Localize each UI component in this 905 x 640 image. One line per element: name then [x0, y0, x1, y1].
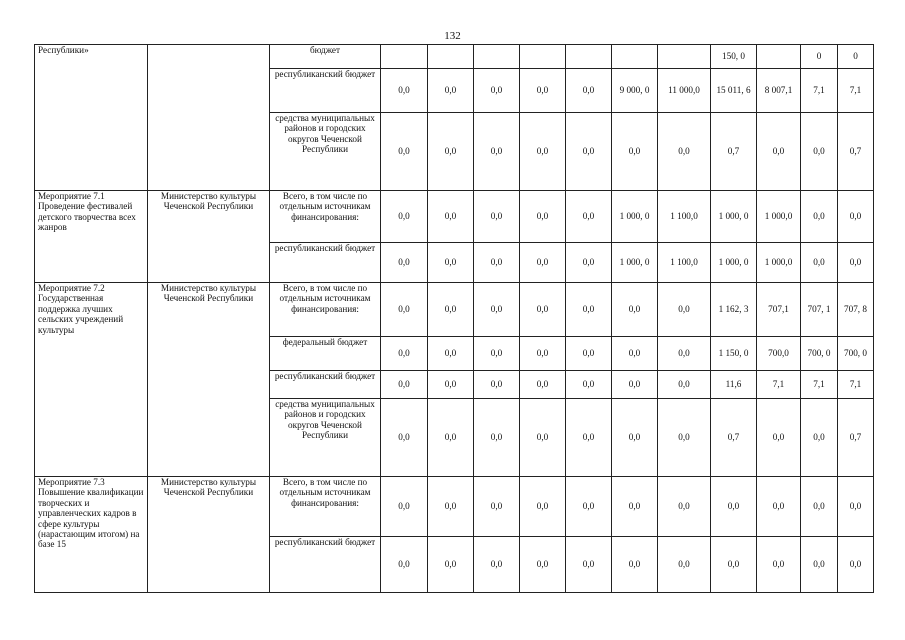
- value-cell: 0,0: [474, 399, 520, 477]
- value-cell: 0,0: [838, 243, 874, 283]
- value-cell: 0,7: [838, 113, 874, 191]
- value-cell: 0,0: [658, 477, 711, 537]
- table-row: [35, 191, 874, 243]
- value-cell: 0,0: [428, 477, 474, 537]
- value-cell: 0,0: [474, 537, 520, 593]
- value-cell: 0,0: [381, 191, 428, 243]
- budget-table: [34, 44, 874, 593]
- value-cell: 0,0: [612, 477, 658, 537]
- value-cell: 0,0: [474, 371, 520, 399]
- value-cell: 0,0: [838, 537, 874, 593]
- value-cell: 0,0: [520, 399, 566, 477]
- funding-source-cell: Всего, в том числе по отдельным источникам финансирования:: [270, 191, 381, 243]
- value-cell: 1 000,0: [757, 243, 801, 283]
- value-cell: [381, 45, 428, 69]
- measure-cell: Мероприятие 7.1 Проведение фестивалей детского творчества всех жанров: [35, 191, 148, 283]
- table-row: [35, 45, 874, 69]
- value-cell: 0,0: [428, 191, 474, 243]
- value-cell: 7,1: [838, 371, 874, 399]
- value-cell: [520, 45, 566, 69]
- page-number: 132: [444, 30, 461, 42]
- value-cell: 150, 0: [711, 45, 757, 69]
- value-cell: 0,0: [381, 283, 428, 337]
- value-cell: 7,1: [757, 371, 801, 399]
- value-cell: 0,0: [428, 399, 474, 477]
- executor-cell: Министерство культуры Чеченской Республики: [148, 191, 270, 283]
- funding-source-cell: федеральный бюджет: [270, 337, 381, 371]
- value-cell: [566, 45, 612, 69]
- value-cell: 0,0: [801, 477, 838, 537]
- value-cell: 0,0: [566, 537, 612, 593]
- value-cell: 0,0: [428, 69, 474, 113]
- value-cell: 1 000, 0: [612, 191, 658, 243]
- value-cell: 0,0: [474, 243, 520, 283]
- value-cell: 0,0: [566, 337, 612, 371]
- value-cell: 0,0: [612, 337, 658, 371]
- value-cell: [428, 45, 474, 69]
- value-cell: 0,0: [757, 477, 801, 537]
- value-cell: 1 000,0: [757, 191, 801, 243]
- value-cell: 0,0: [474, 477, 520, 537]
- value-cell: 0,0: [381, 243, 428, 283]
- value-cell: 0,7: [838, 399, 874, 477]
- value-cell: 0,0: [757, 113, 801, 191]
- value-cell: 0,0: [612, 371, 658, 399]
- funding-source-cell: бюджет: [270, 45, 381, 69]
- value-cell: 0,0: [381, 337, 428, 371]
- value-cell: 1 000, 0: [711, 191, 757, 243]
- value-cell: 0,0: [520, 537, 566, 593]
- value-cell: 0,0: [474, 283, 520, 337]
- value-cell: 707, 8: [838, 283, 874, 337]
- value-cell: 0,0: [428, 283, 474, 337]
- funding-source-cell: республиканский бюджет: [270, 537, 381, 593]
- value-cell: 0,0: [474, 69, 520, 113]
- value-cell: 0,0: [566, 243, 612, 283]
- value-cell: [474, 45, 520, 69]
- value-cell: 0,0: [474, 191, 520, 243]
- value-cell: 0,0: [711, 477, 757, 537]
- value-cell: 0,0: [801, 191, 838, 243]
- value-cell: 1 162, 3: [711, 283, 757, 337]
- value-cell: 0,0: [566, 399, 612, 477]
- value-cell: 0,0: [381, 113, 428, 191]
- value-cell: 707,1: [757, 283, 801, 337]
- value-cell: 0,0: [381, 477, 428, 537]
- value-cell: 1 000, 0: [612, 243, 658, 283]
- value-cell: 1 100,0: [658, 191, 711, 243]
- value-cell: 0,0: [474, 337, 520, 371]
- value-cell: 0,0: [428, 113, 474, 191]
- value-cell: 1 000, 0: [711, 243, 757, 283]
- value-cell: 0,0: [520, 113, 566, 191]
- value-cell: 0,0: [428, 371, 474, 399]
- value-cell: 8 007,1: [757, 69, 801, 113]
- value-cell: 0,0: [711, 537, 757, 593]
- value-cell: 0,7: [711, 399, 757, 477]
- value-cell: [658, 45, 711, 69]
- value-cell: 11 000,0: [658, 69, 711, 113]
- value-cell: 0,0: [381, 371, 428, 399]
- value-cell: 0,0: [658, 371, 711, 399]
- funding-source-cell: Всего, в том числе по отдельным источникам финансирования:: [270, 283, 381, 337]
- measure-cell: Мероприятие 7.3 Повышение квалификации творческих и управленческих кадров в сфере культуры (нарастающим итогом) на базе 15: [35, 477, 148, 593]
- value-cell: 700,0: [757, 337, 801, 371]
- value-cell: 0,0: [801, 243, 838, 283]
- funding-source-cell: республиканский бюджет: [270, 371, 381, 399]
- executor-cell: [148, 45, 270, 191]
- value-cell: 0,0: [520, 371, 566, 399]
- value-cell: 15 011, 6: [711, 69, 757, 113]
- value-cell: 0,0: [658, 399, 711, 477]
- funding-source-cell: Всего, в том числе по отдельным источникам финансирования:: [270, 477, 381, 537]
- value-cell: 0,0: [658, 337, 711, 371]
- value-cell: 0,0: [658, 537, 711, 593]
- value-cell: 0,0: [566, 477, 612, 537]
- value-cell: 0,0: [566, 191, 612, 243]
- value-cell: 0,0: [566, 69, 612, 113]
- value-cell: 0,0: [566, 371, 612, 399]
- value-cell: 0,0: [612, 399, 658, 477]
- value-cell: 11,6: [711, 371, 757, 399]
- table-row: [35, 283, 874, 337]
- value-cell: 0,0: [658, 283, 711, 337]
- value-cell: 1 100,0: [658, 243, 711, 283]
- value-cell: 0,0: [658, 113, 711, 191]
- value-cell: 0,0: [801, 399, 838, 477]
- value-cell: 0,0: [838, 191, 874, 243]
- value-cell: 0,0: [566, 283, 612, 337]
- value-cell: 0,0: [801, 537, 838, 593]
- value-cell: 0,0: [838, 477, 874, 537]
- value-cell: 0,0: [757, 537, 801, 593]
- measure-cell: Республики»: [35, 45, 148, 191]
- value-cell: 0,0: [801, 113, 838, 191]
- value-cell: 0,7: [711, 113, 757, 191]
- value-cell: 0,0: [612, 283, 658, 337]
- value-cell: 0,0: [381, 537, 428, 593]
- funding-source-cell: средства муниципальных районов и городских округов Чеченской Республики: [270, 399, 381, 477]
- value-cell: 0,0: [566, 113, 612, 191]
- value-cell: 0,0: [520, 69, 566, 113]
- value-cell: 0,0: [612, 537, 658, 593]
- value-cell: 0: [838, 45, 874, 69]
- funding-source-cell: республиканский бюджет: [270, 243, 381, 283]
- value-cell: 0,0: [428, 537, 474, 593]
- value-cell: 700, 0: [838, 337, 874, 371]
- value-cell: 0,0: [612, 113, 658, 191]
- value-cell: 0,0: [520, 477, 566, 537]
- value-cell: 7,1: [801, 69, 838, 113]
- funding-source-cell: средства муниципальных районов и городских округов Чеченской Республики: [270, 113, 381, 191]
- funding-source-cell: республиканский бюджет: [270, 69, 381, 113]
- measure-cell: Мероприятие 7.2 Государственная поддержка лучших сельских учреждений культуры: [35, 283, 148, 477]
- value-cell: [612, 45, 658, 69]
- value-cell: 700, 0: [801, 337, 838, 371]
- value-cell: 0,0: [520, 337, 566, 371]
- value-cell: 0,0: [520, 243, 566, 283]
- value-cell: 0,0: [757, 399, 801, 477]
- executor-cell: Министерство культуры Чеченской Республики: [148, 477, 270, 593]
- value-cell: 0,0: [520, 283, 566, 337]
- value-cell: 1 150, 0: [711, 337, 757, 371]
- value-cell: 0,0: [428, 243, 474, 283]
- value-cell: 0,0: [381, 399, 428, 477]
- value-cell: 7,1: [838, 69, 874, 113]
- value-cell: 0,0: [381, 69, 428, 113]
- executor-cell: Министерство культуры Чеченской Республики: [148, 283, 270, 477]
- value-cell: 0,0: [474, 113, 520, 191]
- value-cell: 7,1: [801, 371, 838, 399]
- value-cell: 707, 1: [801, 283, 838, 337]
- value-cell: [757, 45, 801, 69]
- value-cell: 0: [801, 45, 838, 69]
- value-cell: 9 000, 0: [612, 69, 658, 113]
- value-cell: 0,0: [428, 337, 474, 371]
- table-row: [35, 477, 874, 537]
- value-cell: 0,0: [520, 191, 566, 243]
